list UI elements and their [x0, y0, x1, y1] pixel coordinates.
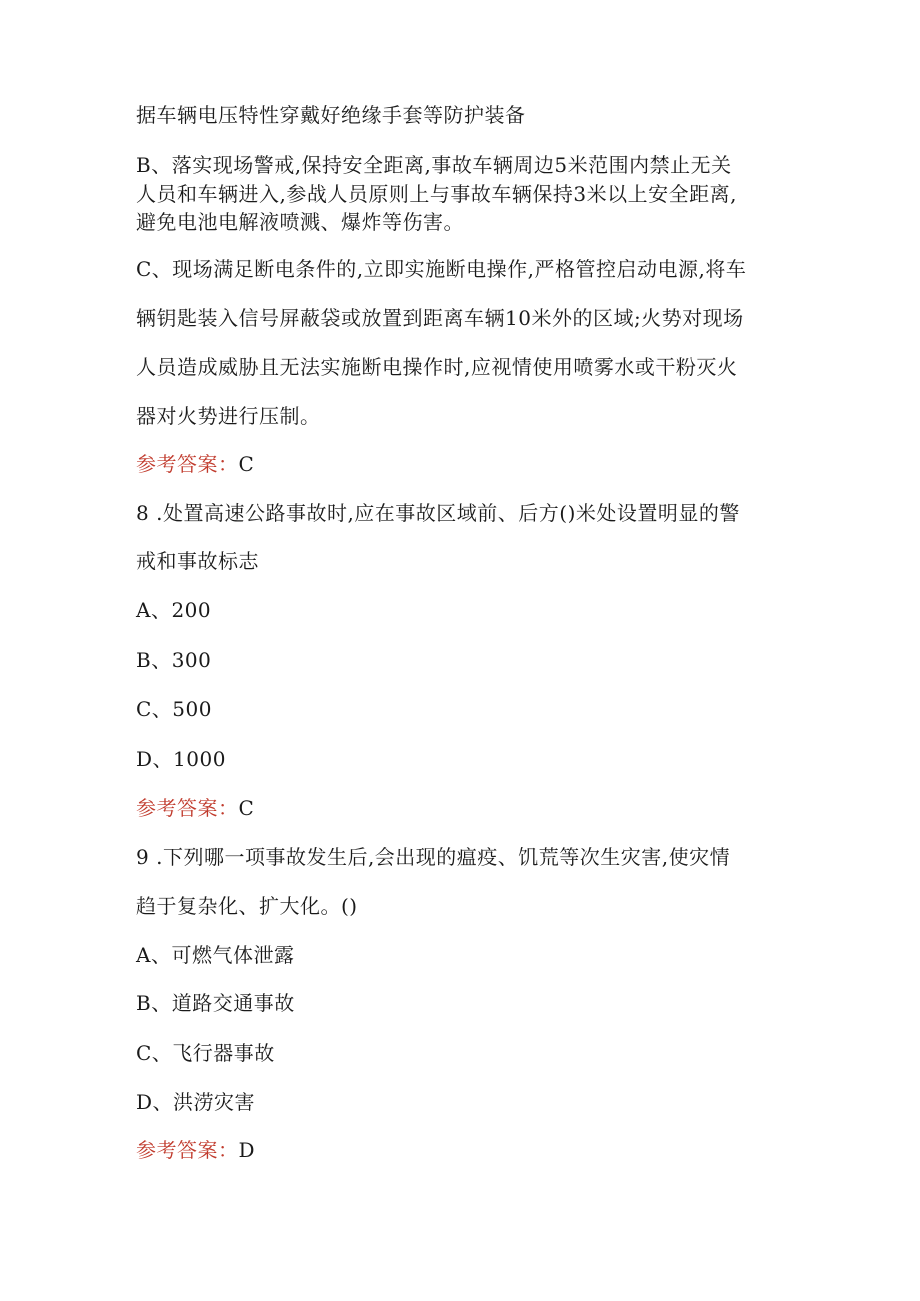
- q7-option-b-line-2: 人员和车辆进入,参战人员原则上与事故车辆保持3米以上安全距离,: [136, 182, 737, 206]
- q9-option-d: D、洪涝灾害: [136, 1090, 256, 1114]
- q9-option-b: B、道路交通事故: [136, 991, 295, 1015]
- q7-option-b-line-1: B、落实现场警戒,保持安全距离,事故车辆周边5米范围内禁止无关: [136, 153, 732, 177]
- q9-answer: [136, 1137, 796, 1163]
- q9-stem-line-1: 9 .下列哪一项事故发生后,会出现的瘟疫、饥荒等次生灾害,使灾情: [136, 845, 731, 869]
- q7-answer: [136, 451, 796, 477]
- q8-option-c: C、500: [136, 697, 212, 721]
- q7-option-c-line-3: 人员造成威胁且无法实施断电操作时,应视情使用喷雾水或干粉灭火: [136, 355, 738, 379]
- q9-answer-label: 参考答案：: [136, 1138, 239, 1162]
- q7-option-c-line-4: 器对火势进行压制。: [136, 404, 321, 428]
- q7-option-c-line-1: C、现场满足断电条件的,立即实施断电操作,严格管控启动电源,将车: [136, 257, 747, 281]
- q9-stem-line-2: 趋于复杂化、扩大化。(): [136, 894, 358, 918]
- q8-option-d: D、1000: [136, 747, 226, 771]
- q8-answer-value: C: [238, 796, 255, 820]
- q7-option-b-line-3: 避免电池电解液喷溅、爆炸等伤害。: [136, 210, 464, 234]
- q7-option-c-line-2: 辆钥匙装入信号屏蔽袋或放置到距离车辆10米外的区域;火势对现场: [136, 306, 744, 330]
- q7-answer-value: C: [238, 452, 255, 476]
- q8-answer-label: 参考答案：: [136, 796, 239, 820]
- q8-stem-line-1: 8 .处置高速公路事故时,应在事故区域前、后方()米处设置明显的警: [136, 501, 740, 525]
- q8-stem-line-2: 戒和事故标志: [136, 549, 259, 573]
- q9-answer-value: D: [238, 1138, 256, 1162]
- q7-answer-label: 参考答案：: [136, 452, 239, 476]
- q9-option-c: C、飞行器事故: [136, 1041, 275, 1065]
- q8-option-b: B、300: [136, 648, 212, 672]
- q8-answer: [136, 795, 796, 821]
- prev-option-tail: 据车辆电压特性穿戴好绝缘手套等防护装备: [136, 103, 526, 127]
- q8-option-a: A、200: [136, 598, 212, 622]
- q9-option-a: A、可燃气体泄露: [136, 943, 295, 967]
